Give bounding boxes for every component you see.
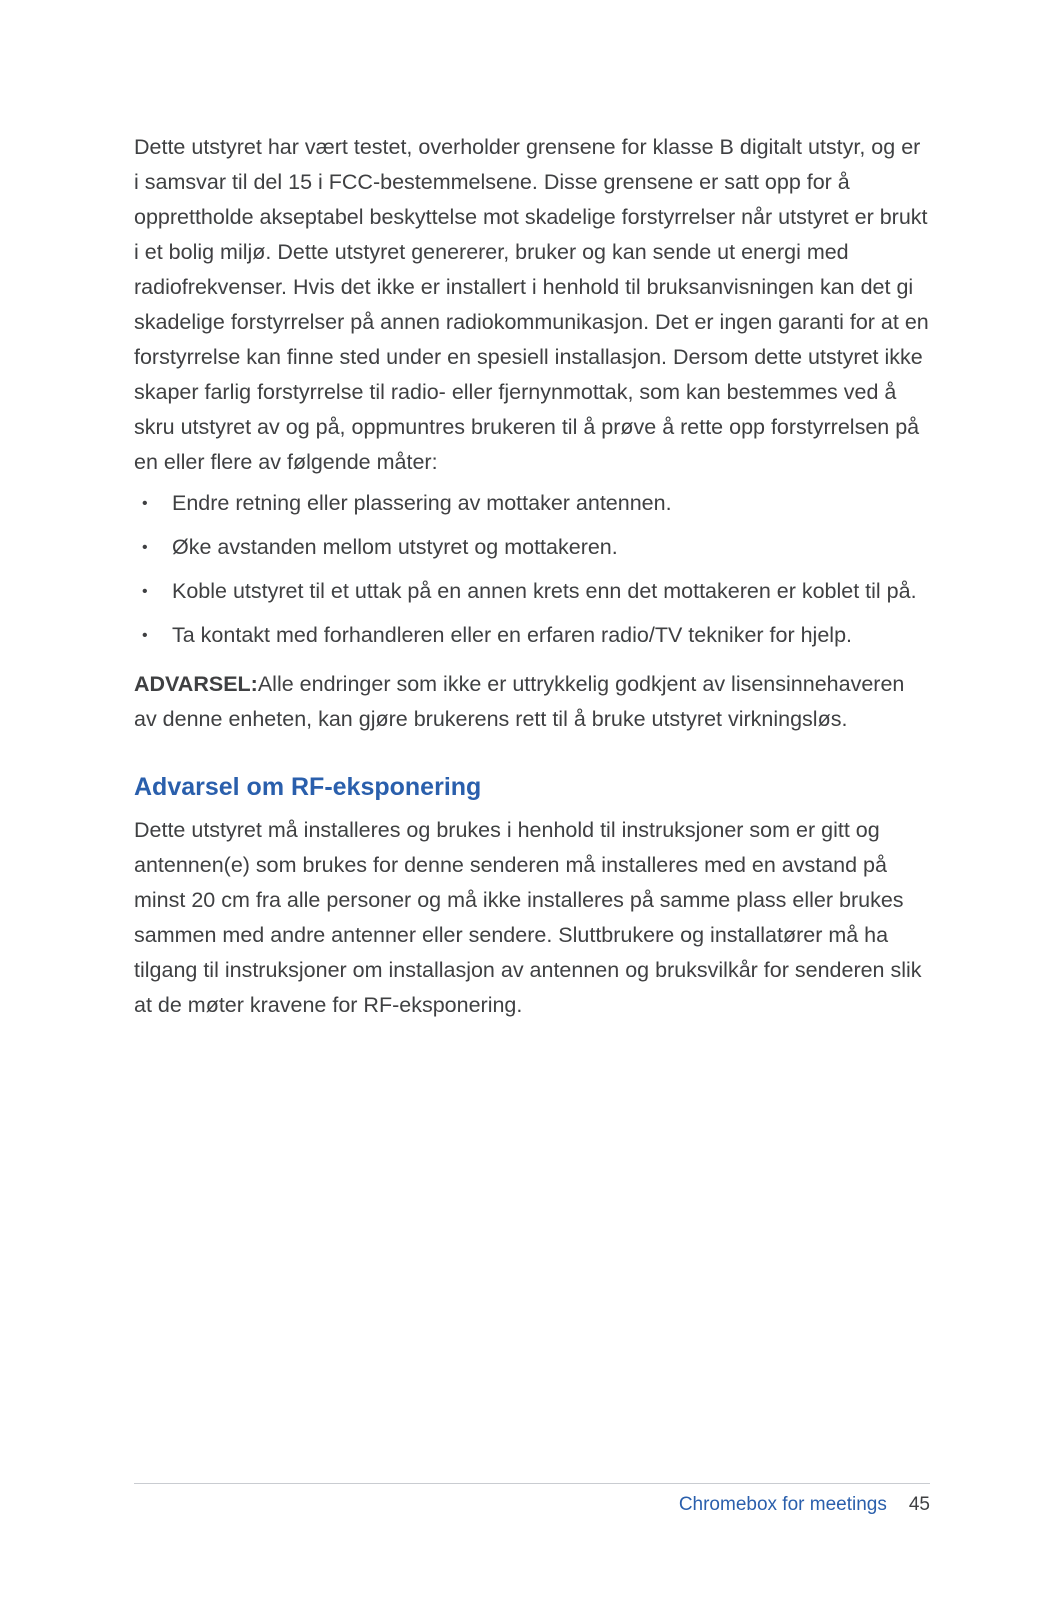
warning-text: Alle endringer som ikke er uttrykkelig godkjent av lisensinnehaveren av denne enheten, kan gjøre brukerens rett til å bruke utstyret virkningsløs. <box>134 672 905 731</box>
bullet-text: Øke avstanden mellom utstyret og mottakeren. <box>172 535 618 559</box>
fcc-paragraph: Dette utstyret har vært testet, overholder grensene for klasse B digitalt utstyr, og er i samsvar til del 15 i FCC-bestemmelsene. Disse grensene er satt opp for å opprettholde akseptabel beskyttelse mot skadelige forstyrrelser når utstyret er brukt i et bolig miljø. Dette utstyret genererer, bruker og kan sende ut energi med radiofrekvenser. Hvis det ikke er installert i henhold til bruksanvisningen kan det gi skadelige forstyrrelser på annen radiokommunikasjon. Det er ingen garanti for at en forstyrrelse kan finne sted under en spesiell installasjon. Dersom dette utstyret ikke skaper farlig forstyrrelse til radio- eller fjernynmottak, som kan bestemmes ved å skru utstyret av og på, oppmuntres brukeren til å prøve å rette opp forstyrrelsen på en eller flere av følgende måter: <box>134 135 929 474</box>
list-item <box>134 618 930 653</box>
bullet-icon: • <box>142 495 148 512</box>
footer-page-number: 45 <box>908 1494 930 1515</box>
list-item <box>134 530 930 565</box>
section-heading-rf-exposure: Advarsel om RF-eksponering <box>134 773 482 801</box>
bullet-icon: • <box>142 539 148 556</box>
page-content <box>134 130 930 1029</box>
list-item <box>134 574 930 609</box>
bullet-icon: • <box>142 583 148 600</box>
page-footer <box>134 1483 930 1517</box>
warning-paragraph <box>134 667 930 737</box>
rf-exposure-paragraph: Dette utstyret må installeres og brukes i henhold til instruksjoner som er gitt og antennen(e) som brukes for denne senderen må installeres med en avstand på minst 20 cm fra alle personer og må ikke installeres på samme plass eller brukes sammen med andre antenner eller sendere. Sluttbrukere og installatører må ha tilgang til instruksjoner om installasjon av antennen og bruksvilkår for senderen slik at de møter kravene for RF-eksponering. <box>134 818 922 1017</box>
bullet-text: Koble utstyret til et uttak på en annen krets enn det mottakeren er koblet til på. <box>172 579 917 603</box>
bullet-text: Endre retning eller plassering av mottaker antennen. <box>172 491 672 515</box>
bullet-icon: • <box>142 627 148 644</box>
warning-label: ADVARSEL: <box>134 672 258 696</box>
remedies-bullet-list <box>134 486 930 653</box>
bullet-text: Ta kontakt med forhandleren eller en erfaren radio/TV tekniker for hjelp. <box>172 623 853 647</box>
list-item <box>134 486 930 521</box>
footer-text <box>134 1493 930 1517</box>
footer-document-title: Chromebox for meetings <box>678 1494 887 1515</box>
footer-divider <box>134 1483 930 1484</box>
